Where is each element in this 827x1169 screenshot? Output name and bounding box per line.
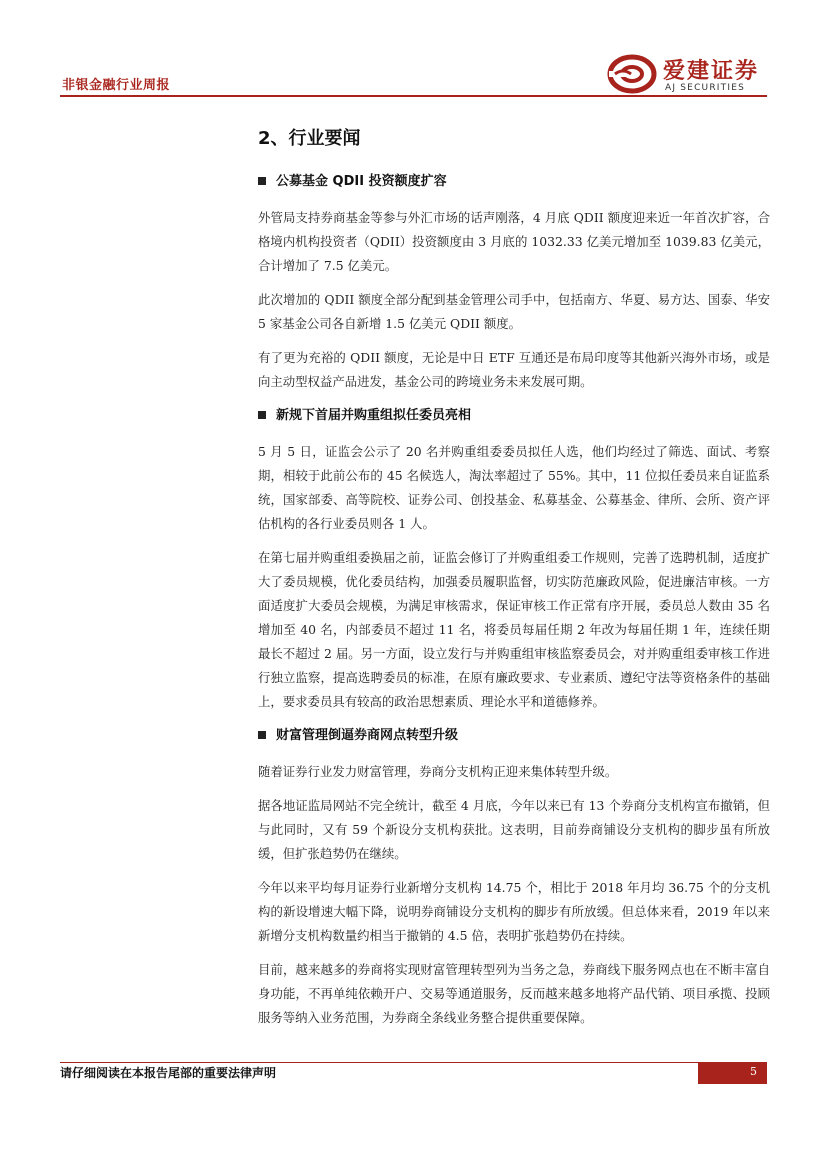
news-heading-label: 公募基金 QDII 投资额度扩容 [276,174,447,189]
page-number-box [698,1062,767,1084]
paragraph: 有了更为充裕的 QDII 额度，无论是中日 ETF 互通还是布局印度等其他新兴海外市场，或是向主动型权益产品进发，基金公司的跨境业务未来发展可期。 [258,350,770,389]
news-heading-merger-committee [258,404,770,428]
paragraph: 此次增加的 QDII 额度全部分配到基金管理公司手中，包括南方、华夏、易方达、国泰、华安 5 家基金公司各自新增 1.5 亿美元 QDII 额度。 [258,292,770,331]
report-title: 非银金融行业周报 [62,78,171,93]
paragraph: 5 月 5 日，证监会公示了 20 名并购重组委委员拟任人选，他们均经过了筛选、面试、考察期，相较于此前公布的 45 名候选人，淘汰率超过了 55%。其中，11 位拟任委员来自证监系统，国家部委、高等院校、证券公司、创投基金、私募基金、公募基金、律所、会所、资产评估机构的各行业委员则各 1 人。 [258,444,770,531]
news-heading-label: 财富管理倒逼券商网点转型升级 [276,728,459,743]
legal-disclaimer: 请仔细阅读在本报告尾部的重要法律声明 [60,1066,277,1080]
square-bullet-icon [258,177,266,185]
news-content [258,170,770,1040]
paragraph: 外管局支持券商基金等参与外汇市场的话声刚落，4 月底 QDII 额度迎来近一年首次扩容，合格境内机构投资者（QDII）投资额度由 3 月底的 1032.33 亿美元增加至 1039.83 亿美元，合计增加了 7.5 亿美元。 [258,210,770,273]
square-bullet-icon [258,731,266,739]
page-number: 5 [750,1065,757,1078]
company-logo [607,52,772,96]
section-title: 2、行业要闻 [258,128,361,149]
footer-divider [60,1062,767,1063]
logo-text-cn: 爱建证券 [663,59,760,84]
news-heading-qdii [258,170,770,194]
paragraph: 在第七届并购重组委换届之前，证监会修订了并购重组委工作规则，完善了选聘机制，适度扩大了委员规模，优化委员结构，加强委员履职监督，切实防范廉政风险，促进廉洁审核。一方面适度扩大委员会规模，为满足审核需求，保证审核工作正常有序开展，委员总人数由 35 名增加至 40 名，内部委员不超过 11 名，将委员每届任期 2 年改为每届任期 1 年，连续任期最长不超过 2 届。另一方面，设立发行与并购重组审核监察委员会，对并购重组委审核工作进行独立监察，提高选聘委员的标准，在原有廉政要求、专业素质、遵纪守法等资格条件的基础上，要求委员具有较高的政治思想素质、理论水平和道德修养。 [258,550,770,709]
news-heading-label: 新规下首届并购重组拟任委员亮相 [276,408,472,423]
logo-text-en: AJ SECURITIES [665,83,746,93]
logo-mark-icon [607,54,657,94]
paragraph: 随着证券行业发力财富管理，券商分支机构正迎来集体转型升级。 [258,764,618,779]
news-heading-wealth-management [258,724,770,748]
square-bullet-icon [258,411,266,419]
header-divider [60,95,767,97]
paragraph: 目前，越来越多的券商将实现财富管理转型列为当务之急，券商线下服务网点也在不断丰富自身功能，不再单纯依赖开户、交易等通道服务，反而越来越多地将产品代销、项目承揽、投顾服务等纳入业务范围，为券商全条线业务整合提供重要保障。 [258,962,770,1025]
paragraph: 据各地证监局网站不完全统计，截至 4 月底，今年以来已有 13 个券商分支机构宣布撤销，但与此同时，又有 59 个新设分支机构获批。这表明，目前券商铺设分支机构的脚步虽有所放缓，但扩张趋势仍在继续。 [258,798,770,861]
paragraph: 今年以来平均每月证券行业新增分支机构 14.75 个，相比于 2018 年月均 36.75 个的分支机构的新设增速大幅下降，说明券商铺设分支机构的脚步有所放缓。但总体来看，2019 年以来新增分支机构数量约相当于撤销的 4.5 倍，表明扩张趋势仍在持续。 [258,880,770,943]
